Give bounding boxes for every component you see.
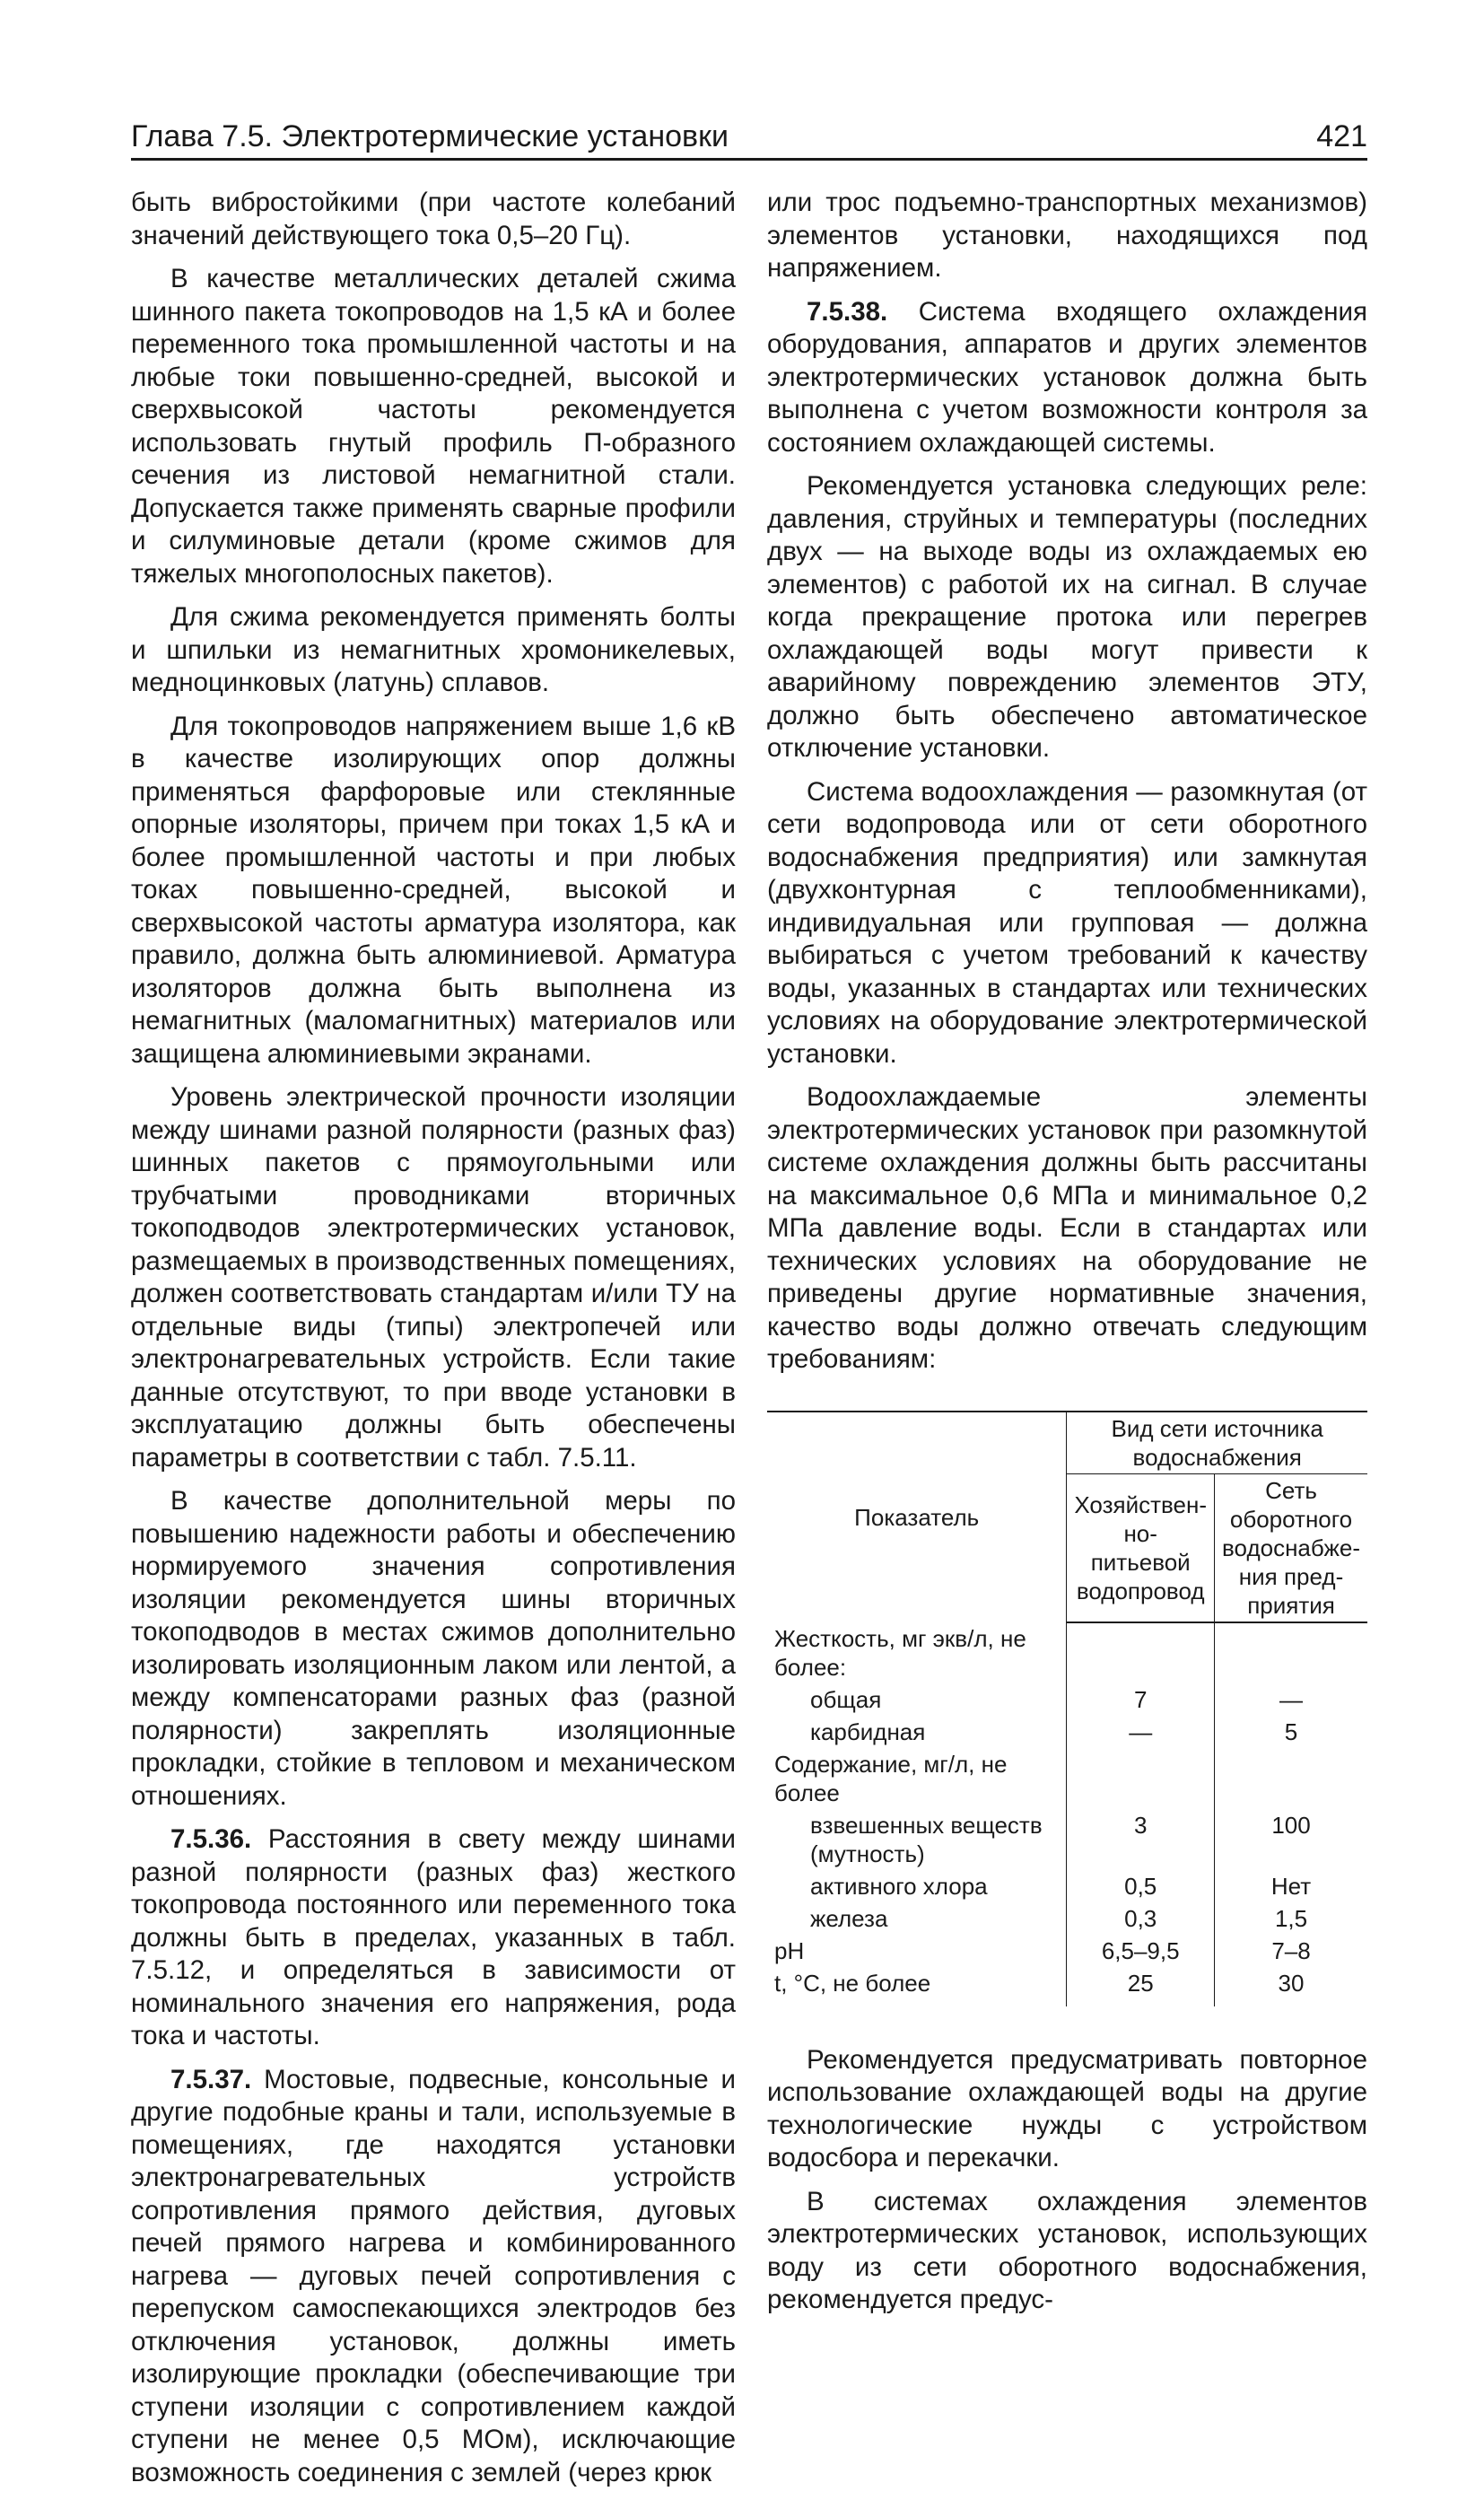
table-row bbox=[767, 1902, 1367, 1935]
row-label: Содержание, мг/л, не более bbox=[774, 1750, 1008, 1806]
paragraph bbox=[767, 2186, 1367, 2317]
paragraph bbox=[131, 1081, 736, 1474]
row-value-recycled bbox=[1215, 1748, 1367, 1809]
paragraph-text: Расстояния в свету между шинами разной полярности (разных фаз) жесткого токопровода постоянного или переменного тока должны быть в пределах, указанных в табл. 7.5.12, и определяться в зависимости от номинального значения его напряжения, рода тока и частоты. bbox=[131, 1824, 736, 2050]
paragraph bbox=[767, 2044, 1367, 2175]
paragraph-text: Водоохлаждаемые элементы электротермических установок при разомкнутой системе охлаждения должны быть рассчитаны на максимальное 0,6 МПа и минимальное 0,2 МПа давление воды. Если в стандартах или технических условиях на оборудование не приведены другие нормативные значения, качество воды должно отвечать следующим требованиям: bbox=[767, 1082, 1367, 1374]
row-label: активного хлора bbox=[810, 1872, 988, 1900]
row-label: взвешенных веществ (мутность) bbox=[810, 1811, 1043, 1867]
row-value-recycled: 7–8 bbox=[1215, 1935, 1367, 1967]
paragraph bbox=[767, 187, 1367, 285]
row-value-drinking bbox=[1067, 1748, 1215, 1809]
table-header-recycled-water: Сеть оборотного водоснабже-ния пред-приятия bbox=[1215, 1473, 1367, 1622]
row-value-recycled: 100 bbox=[1215, 1809, 1367, 1870]
paragraph bbox=[131, 187, 736, 252]
row-value-recycled: 5 bbox=[1215, 1716, 1367, 1748]
table-row bbox=[767, 1716, 1367, 1748]
table-row bbox=[767, 1870, 1367, 1902]
running-header bbox=[131, 115, 1367, 161]
table-row bbox=[767, 1683, 1367, 1716]
paragraph-text: Рекомендуется предусматривать повторное использование охлаждающей воды на другие технологические нужды с устройством водосбора и перекачки. bbox=[767, 2044, 1367, 2172]
row-value-recycled: Нет bbox=[1215, 1870, 1367, 1902]
paragraph-text: Система водоохлаждения — разомкнутая (от сети водопровода или от сети оборотного водоснабжения предприятия) или замкнутая (двухконтурная с теплообменниками), индивидуальная или групповая — должна выбираться с учетом требований к качеству воды, указанных в стандартах или технических условиях на оборудование электротермической установки. bbox=[767, 776, 1367, 1069]
row-label: Жесткость, мг экв/л, не более: bbox=[774, 1624, 1026, 1681]
paragraph bbox=[131, 263, 736, 590]
table-row bbox=[767, 1809, 1367, 1870]
row-value-drinking: — bbox=[1067, 1716, 1215, 1748]
left-column bbox=[131, 187, 736, 2500]
paragraph-text: или трос подъемно-транспортных механизмов) элементов установки, находящихся под напряжением. bbox=[767, 188, 1367, 283]
paragraph bbox=[131, 711, 736, 1071]
paragraph-text: Для сжима рекомендуется применять болты и шпильки из немагнитных хромоникелевых, медноцинковых (латунь) сплавов. bbox=[131, 602, 736, 697]
row-value-drinking: 7 bbox=[1067, 1683, 1215, 1716]
page-number: 421 bbox=[1316, 119, 1367, 153]
chapter-title: Глава 7.5. Электротермические установки bbox=[131, 119, 729, 153]
paragraph bbox=[767, 1081, 1367, 1377]
paragraph-text: Для токопроводов напряжением выше 1,6 кВ в качестве изолирующих опор должны применяться фарфоровые или стеклянные опорные изоляторы, причем при токах 1,5 кА и более промышленной частоты и при любых токах повышенно-средней, высокой и сверхвысокой частоты арматура изолятора, как правило, должна быть алюминиевой. Арматура изоляторов должна быть выполнена из немагнитных (маломагнитных) материалов или защищена алюминиевыми экранами. bbox=[131, 711, 736, 1069]
table-header-indicator: Показатель bbox=[767, 1412, 1067, 1622]
paragraph bbox=[131, 601, 736, 700]
table-body bbox=[767, 1622, 1367, 2006]
row-value-recycled bbox=[1215, 1622, 1367, 1683]
table-header-source-network: Вид сети источника водоснабжения bbox=[1067, 1412, 1367, 1474]
table-header-drinking-water: Хозяйствен-но-питьевой водопровод bbox=[1067, 1473, 1215, 1622]
row-value-recycled: 1,5 bbox=[1215, 1902, 1367, 1935]
table-row bbox=[767, 1967, 1367, 2006]
paragraph-text: Уровень электрической прочности изоляции между шинами разной полярности (разных фаз) шинных пакетов с прямоугольными или трубчатыми проводниками вторичных токоподводов электротермических установок, размещаемых в производственных помещениях, должен соответствовать стандартам и/или ТУ на отдельные виды (типы) электропечей или электронагревательных устройств. Если такие данные отсутствуют, то при вводе установки в эксплуатацию должны быть обеспечены параметры в соответствии с табл. 7.5.11. bbox=[131, 1082, 736, 1473]
row-value-drinking: 0,5 bbox=[1067, 1870, 1215, 1902]
clause-number: 7.5.37. bbox=[170, 2064, 252, 2094]
table-row bbox=[767, 1935, 1367, 1967]
row-value-drinking: 6,5–9,5 bbox=[1067, 1935, 1215, 1967]
table-row bbox=[767, 1622, 1367, 1683]
row-value-recycled: 30 bbox=[1215, 1967, 1367, 2006]
right-column bbox=[767, 187, 1367, 2328]
paragraph bbox=[131, 1485, 736, 1813]
table-row bbox=[767, 1748, 1367, 1809]
paragraph bbox=[767, 296, 1367, 460]
row-value-recycled: — bbox=[1215, 1683, 1367, 1716]
row-label: общая bbox=[810, 1685, 882, 1713]
paragraph-text: В качестве дополнительной меры по повышению надежности работы и обеспечению нормируемого значения сопротивления изоляции рекомендуется шины вторичных токоподводов в местах сжимов дополнительно изолировать изоляционным лаком или лентой, а между компенсаторами разных фаз (разной полярности) закреплять изоляционные прокладки, стойкие в тепловом и механическом отношениях. bbox=[131, 1486, 736, 1811]
paragraph bbox=[767, 776, 1367, 1071]
row-value-drinking: 25 bbox=[1067, 1967, 1215, 2006]
row-label: pH bbox=[774, 1936, 805, 1964]
clause-number: 7.5.38. bbox=[807, 296, 888, 327]
paragraph bbox=[131, 2064, 736, 2490]
paragraph-text: В качестве металлических деталей сжима шинного пакета токопроводов на 1,5 кА и более переменного тока промышленной частоты и на любые токи повышенно-средней, высокой и сверхвысокой частоты рекомендуется использовать гнутый профиль П-образного сечения из листовой немагнитной стали. Допускается также применять сварные профили и силуминовые детали (кроме сжимов для тяжелых многополосных пакетов). bbox=[131, 264, 736, 589]
paragraph-text: Рекомендуется установка следующих реле: давления, струйных и температуры (последних двух — на выходе воды из охлаждаемых ею элементов) с работой их на сигнал. В случае когда прекращение протока или перегрев охлаждающей воды могут привести к аварийному повреждению элементов ЭТУ, должно быть обеспечено автоматическое отключение установки. bbox=[767, 471, 1367, 763]
paragraph-text: быть вибростойкими (при частоте колебаний значений действующего тока 0,5–20 Гц). bbox=[131, 188, 736, 250]
row-value-drinking: 3 bbox=[1067, 1809, 1215, 1870]
paragraph-text: Мостовые, подвесные, консольные и другие подобные краны и тали, используемые в помещениях, где находятся установки электронагревательных устройств сопротивления прямого действия, дуговых печей прямого нагрева и комбинированного нагрева — дуговых печей сопротивления с перепуском самоспекающихся электродов без отключения установок, должны иметь изолирующие прокладки (обеспечивающие три ступени изоляции с сопротивлением каждой ступени не менее 0,5 МОм), исключающие возможность соединения с землей (через крюк bbox=[131, 2064, 736, 2487]
row-label: железа bbox=[810, 1904, 888, 1932]
row-label: t, °С, не более bbox=[774, 1969, 931, 1997]
row-value-drinking bbox=[1067, 1622, 1215, 1683]
paragraph-text: В системах охлаждения элементов электротермических установок, использующих воду из сети оборотного водоснабжения, рекомендуется предус- bbox=[767, 2186, 1367, 2314]
right-column-top-text bbox=[767, 187, 1367, 1377]
row-label: карбидная bbox=[810, 1718, 926, 1745]
clause-number: 7.5.36. bbox=[170, 1824, 252, 1854]
row-value-drinking: 0,3 bbox=[1067, 1902, 1215, 1935]
paragraph-text: Система входящего охлаждения оборудования, аппаратов и других элементов электротермических установок должна быть выполнена с учетом возможности контроля за состоянием охлаждающей системы. bbox=[767, 296, 1367, 458]
right-column-bottom-text bbox=[767, 2044, 1367, 2317]
water-quality-table bbox=[767, 1411, 1367, 2006]
paragraph bbox=[767, 470, 1367, 765]
paragraph bbox=[131, 1823, 736, 2053]
